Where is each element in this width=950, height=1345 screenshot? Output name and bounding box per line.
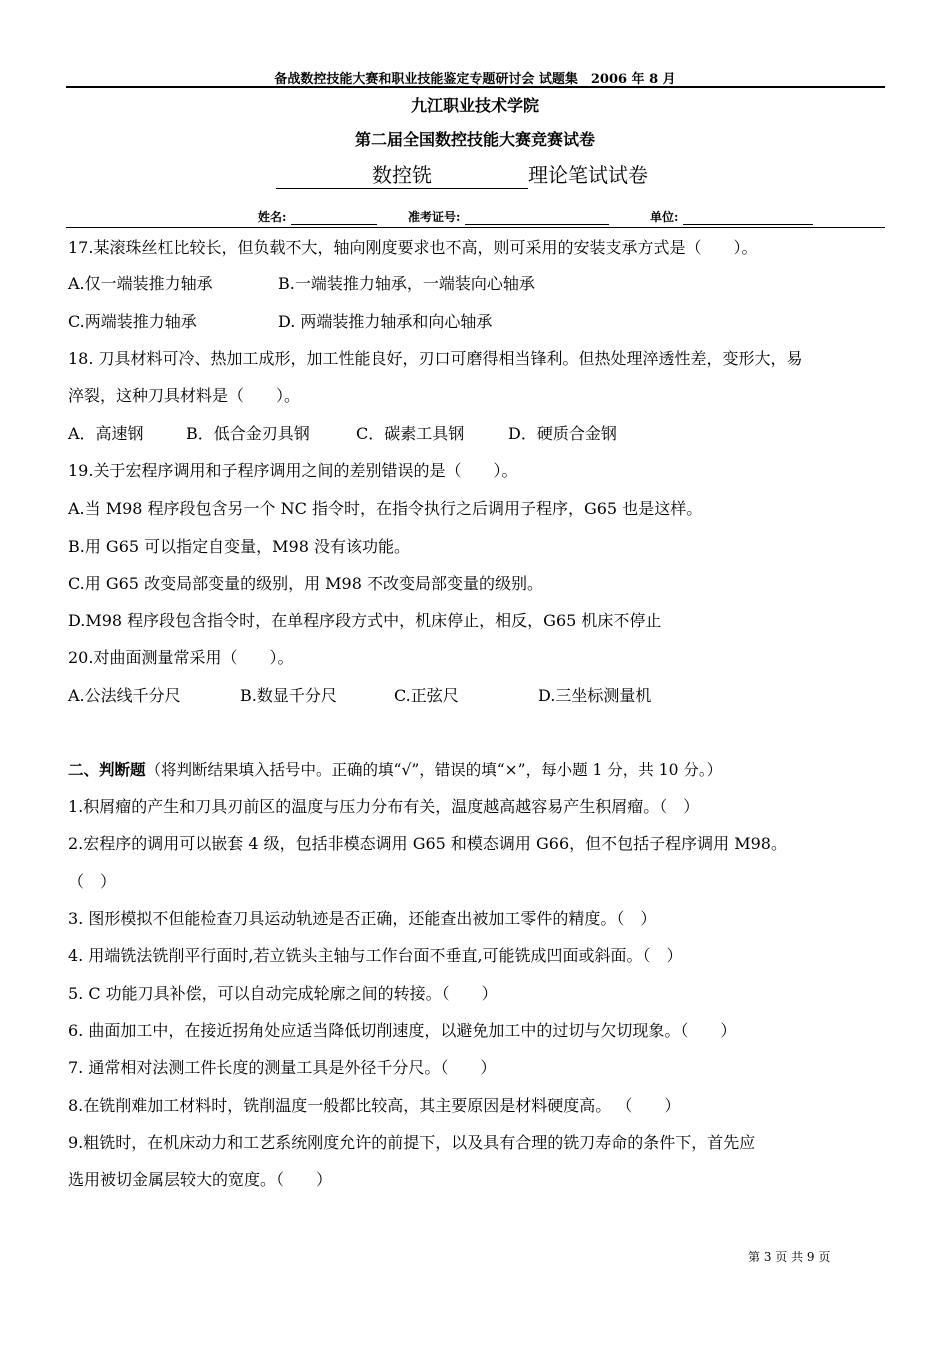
- question-18-options: [68, 424, 617, 444]
- unit-field: [650, 208, 813, 225]
- option-17a: A.仅一端装推力轴承: [68, 274, 213, 293]
- question-20-options: [68, 686, 651, 706]
- judge-item-9-line1: 9.粗铣时，在机床动力和工艺系统刚度允许的前提下，以及具有合理的铣刀寿命的条件下，首先应: [68, 1133, 756, 1152]
- subject-name: 数控铣: [276, 159, 528, 189]
- judge-item-9-line2: 选用被切金属层较大的宽度。（ ）: [68, 1170, 333, 1189]
- judge-item-4: 4. 用端铣法铣削平行面时,若立铣头主轴与工作台面不垂直,可能铣成凹面或斜面。（ ）: [68, 946, 683, 965]
- name-blank[interactable]: [291, 211, 377, 225]
- option-20d: D.三坐标测量机: [538, 686, 652, 705]
- page-number: 第 3 页 共 9 页: [748, 1250, 831, 1264]
- header-rule: [66, 86, 885, 88]
- option-19c: C.用 G65 改变局部变量的级别，用 M98 不改变局部变量的级别。: [68, 574, 543, 593]
- option-18b: B．低合金刃具钢: [186, 424, 310, 443]
- name-field: [258, 208, 377, 225]
- judge-item-8: 8.在铣削难加工材料时，铣削温度一般都比较高，其主要原因是材料硬度高。 （ ）: [68, 1096, 681, 1115]
- option-17c: C.两端装推力轴承: [68, 312, 197, 331]
- judge-item-2-line1: 2.宏程序的调用可以嵌套 4 级，包括非模态调用 G65 和模态调用 G66，但不包括子程序调用 M98。: [68, 834, 787, 853]
- judge-item-1: 1.积屑瘤的产生和刀具刃前区的温度与压力分布有关，温度越高越容易产生积屑瘤。（ ）: [68, 797, 700, 816]
- question-17: 17.某滚珠丝杠比较长，但负载不大，轴向刚度要求也不高，则可采用的安装支承方式是（ ）。: [68, 238, 758, 257]
- question-17-options-row1: [68, 274, 535, 294]
- option-19b: B.用 G65 可以指定自变量，M98 没有该功能。: [68, 537, 410, 556]
- judge-item-2-line2: （ ）: [68, 872, 117, 891]
- option-19a: A.当 M98 程序段包含另一个 NC 指令时，在指令执行之后调用子程序，G65 也是这样。: [68, 499, 703, 518]
- paper-subject-line: [276, 159, 648, 189]
- question-18-line2: 淬裂，这种刀具材料是（ ）。: [68, 386, 301, 405]
- section-two-title: 二、判断题: [68, 760, 146, 779]
- institution-name: 九江职业技术学院: [410, 96, 539, 115]
- judge-item-5: 5. C 功能刀具补偿，可以自动完成轮廓之间的转接。（ ）: [68, 984, 498, 1003]
- judge-item-3: 3. 图形模拟不但能检查刀具运动轨迹是否正确，还能查出被加工零件的精度。（ ）: [68, 909, 657, 928]
- competition-title: 第二届全国数控技能大赛竞赛试卷: [354, 130, 595, 149]
- running-header: 备战数控技能大赛和职业技能鉴定专题研讨会 试题集 2006 年 8 月: [274, 72, 676, 87]
- name-label: 姓名:: [258, 210, 287, 224]
- option-17b: B.一端装推力轴承，一端装向心轴承: [278, 274, 535, 293]
- unit-blank[interactable]: [683, 211, 813, 225]
- option-18c: C．碳素工具钢: [356, 424, 465, 443]
- exam-number-blank[interactable]: [465, 211, 609, 225]
- question-17-options-row2: [68, 312, 492, 332]
- option-17d: D. 两端装推力轴承和向心轴承: [278, 312, 493, 331]
- exam-number-field: [408, 208, 609, 225]
- option-20c: C.正弦尺: [394, 686, 459, 705]
- paper-type: 理论笔试试卷: [528, 163, 648, 187]
- option-19d: D.M98 程序段包含指令时，在单程序段方式中，机床停止，相反，G65 机床不停止: [68, 611, 662, 630]
- option-20b: B.数显千分尺: [240, 686, 337, 705]
- judge-item-6: 6. 曲面加工中，在接近拐角处应适当降低切削速度，以避免加工中的过切与欠切现象。（ ）: [68, 1021, 737, 1040]
- section-two-heading: [68, 760, 722, 780]
- option-18a: A．高速钢: [68, 424, 144, 443]
- section-two-instruction: （将判断结果填入括号中。正确的填“√”，错误的填“×”，每小题 1 分，共 10 分。）: [145, 761, 723, 779]
- judge-item-7: 7. 通常相对法测工件长度的测量工具是外径千分尺。（ ）: [68, 1058, 497, 1077]
- option-18d: D．硬质合金钢: [508, 424, 617, 443]
- fields-rule: [66, 227, 885, 228]
- question-18-line1: 18. 刀具材料可冷、热加工成形，加工性能良好，刃口可磨得相当锋利。但热处理淬透性差，变形大，易: [68, 349, 803, 368]
- exam-number-label: 准考证号:: [408, 210, 461, 224]
- question-20: 20.对曲面测量常采用（ ）。: [68, 648, 294, 667]
- unit-label: 单位:: [650, 210, 679, 224]
- option-20a: A.公法线千分尺: [68, 686, 181, 705]
- question-19: 19.关于宏程序调用和子程序调用之间的差别错误的是（ ）。: [68, 461, 518, 480]
